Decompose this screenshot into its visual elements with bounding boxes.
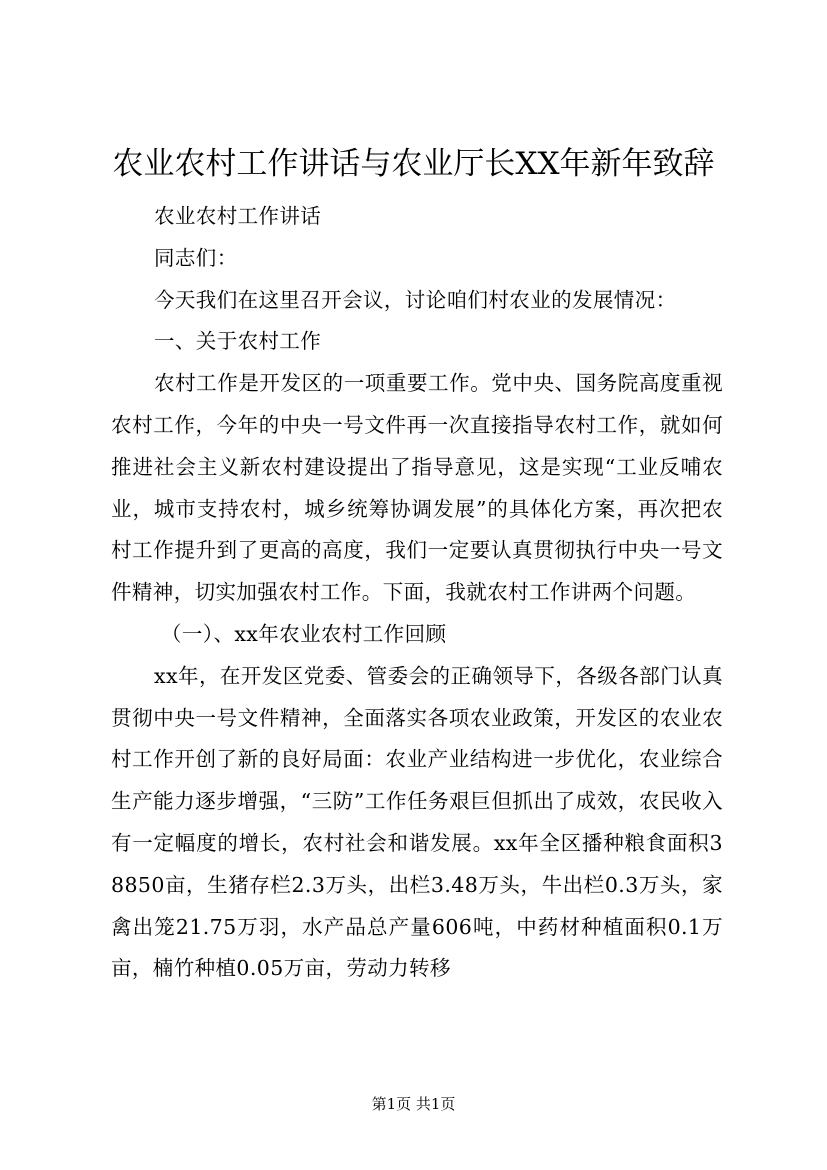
opening-paragraph: 今天我们在这里召开会议，讨论咱们村农业的发展情况： xyxy=(154,287,677,312)
page-footer: 第1页 共1页 xyxy=(371,1095,456,1113)
subsection-heading: 一、关于农村工作 xyxy=(154,329,322,354)
section-heading: 农业农村工作讲话 xyxy=(154,204,322,228)
body-paragraph: xx年，在开发区党委、管委会的正确领导下，各级各部门认真贯彻中央一号文件精神，全面落实各项农业政策，开发区的农业农村工作开创了新的良好局面：农业产业结构进一步优化，农业综合生产能力逐步增强，“三防”工作任务艰巨但抓出了成效，农民收入有一定幅度的增长，农村社会和谐发展。xx年全区播种粮食面积38850亩，生猪存栏2.3万头，出栏3.48万头，牛出栏0.3万头，家禽出笼21.75万羽，水产品总产量606吨，中药材种植面积0.1万亩，楠竹种植0.05万亩，劳动力转移 xyxy=(111,663,723,981)
subsection-heading: （一）、xx年农业农村工作回顾 xyxy=(161,621,447,646)
salutation: 同志们： xyxy=(154,245,238,270)
document-body xyxy=(111,196,723,990)
body-paragraph: 农村工作是开发区的一项重要工作。党中央、国务院高度重视农村工作，今年的中央一号文件再一次直接指导农村工作，就如何推进社会主义新农村建设提出了指导意见，这是实现“工业反哺农业，城市支持农村，城乡统筹协调发展”的具体化方案，再次把农村工作提升到了更高的高度，我们一定要认真贯彻执行中央一号文件精神，切实加强农村工作。下面，我就农村工作讲两个问题。 xyxy=(111,371,723,605)
document-title: 农业农村工作讲话与农业厅长XX年新年致辞 xyxy=(112,146,715,182)
